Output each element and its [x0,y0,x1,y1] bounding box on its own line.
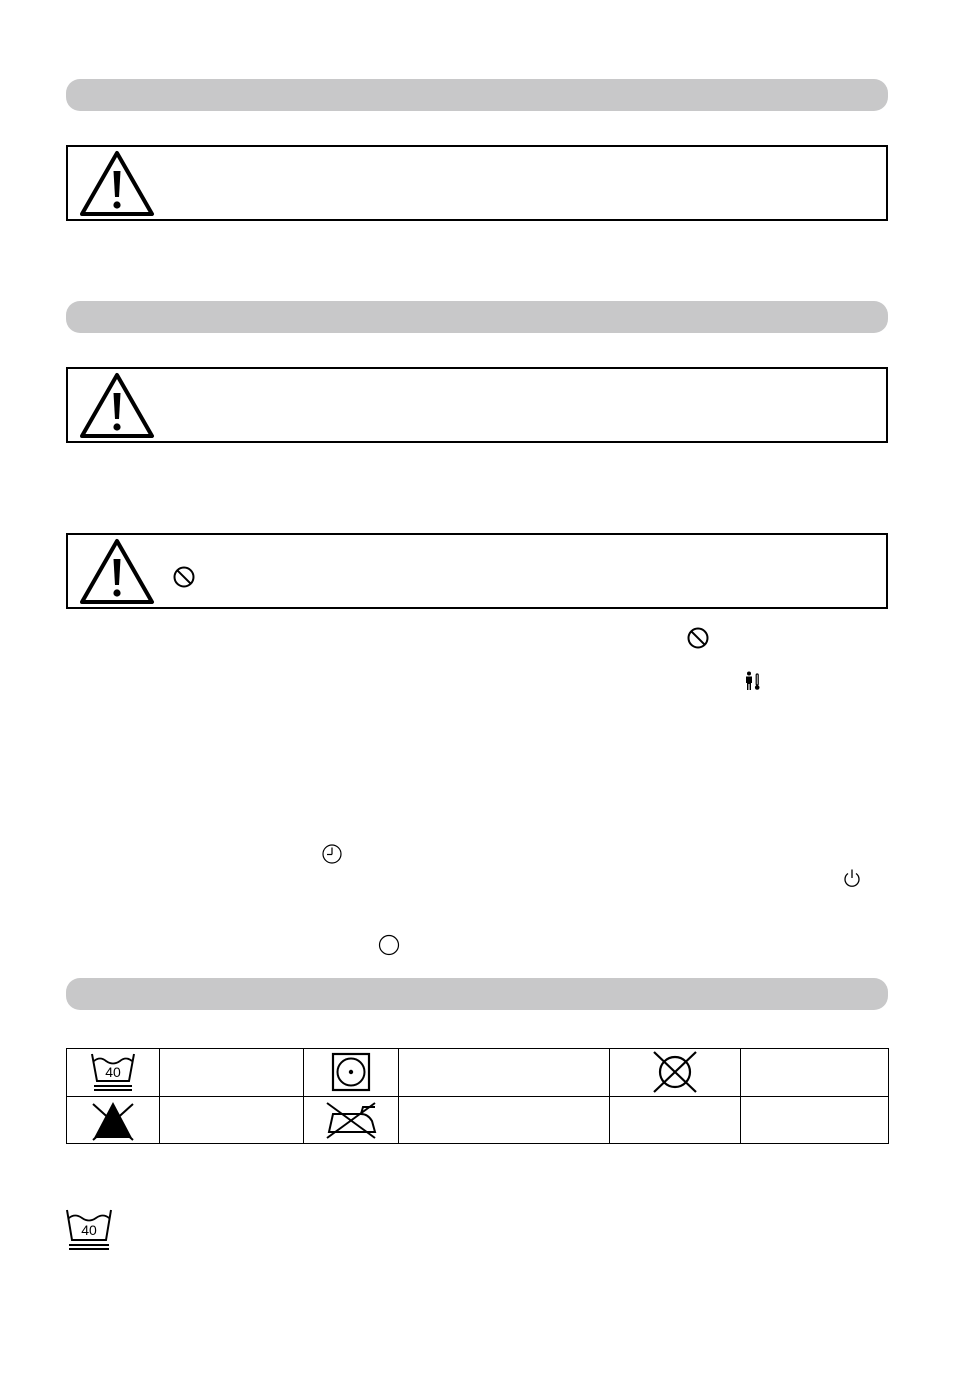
table-cell-symbol [304,1096,399,1144]
table-cell-text [399,1049,610,1097]
person-thermometer-icon [744,671,762,691]
table-cell-text [741,1049,889,1097]
table-row [67,1049,889,1097]
table-row [67,1096,889,1144]
no-bleach-icon [88,1098,138,1142]
tumble-dry-low-icon [329,1050,373,1094]
table-cell-symbol [67,1049,160,1097]
table-cell-symbol [304,1049,399,1097]
section-bar-1 [66,79,888,111]
wash-40-icon [88,1050,138,1094]
table-cell-symbol [610,1049,741,1097]
table-cell-text [399,1096,610,1144]
warning-box-3 [66,533,888,609]
footer-wash-temperature: 40 [81,1222,97,1238]
power-icon [842,867,862,889]
no-iron-icon [322,1098,380,1142]
warning-triangle-icon [79,371,155,439]
wash-40-icon [64,1206,114,1254]
table-cell-empty [741,1096,889,1144]
warning-triangle-icon [79,537,155,605]
table-cell-empty [610,1096,741,1144]
table-cell-text [160,1049,304,1097]
prohibited-icon [172,565,196,589]
section-bar-3 [66,978,888,1010]
table-cell-symbol [67,1096,160,1144]
circle-icon [378,934,400,956]
no-dry-clean-icon [650,1050,700,1094]
section-bar-2 [66,301,888,333]
timer-icon [321,843,343,865]
warning-triangle-icon [79,149,155,217]
warning-box-2 [66,367,888,443]
warning-box-1 [66,145,888,221]
wash-temperature: 40 [105,1064,121,1081]
care-symbols-table [66,1048,889,1144]
prohibited-icon [686,626,710,650]
table-cell-text [160,1096,304,1144]
